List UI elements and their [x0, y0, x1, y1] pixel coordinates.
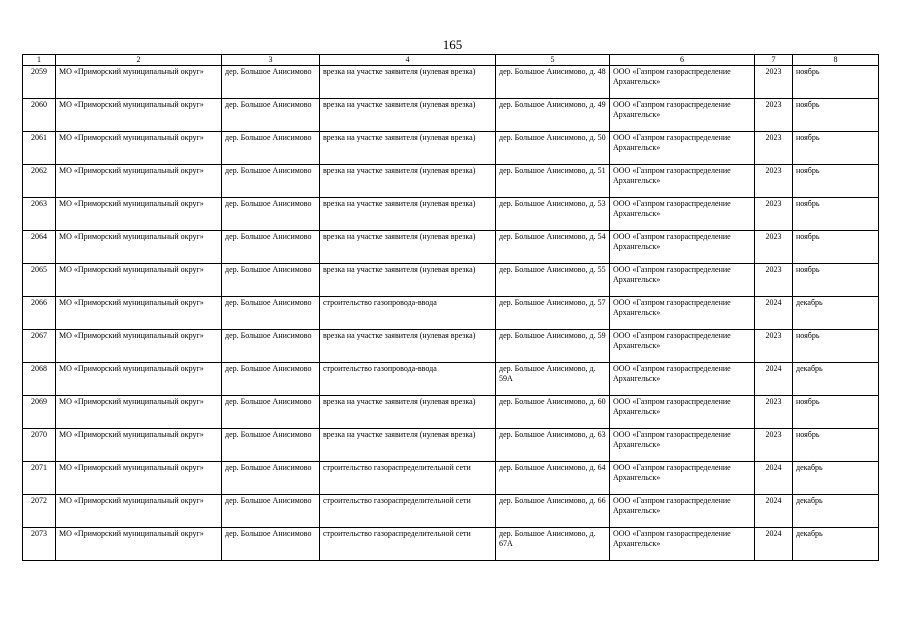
organization-cell: ООО «Газпром газораспределение Архангельск» [610, 198, 755, 231]
work-type-cell: строительство газораспределительной сети [320, 528, 496, 561]
row-number-cell: 2060 [23, 99, 56, 132]
municipality-cell: МО «Приморский муниципальный округ» [56, 198, 222, 231]
month-cell: декабрь [793, 495, 879, 528]
organization-cell: ООО «Газпром газораспределение Архангельск» [610, 396, 755, 429]
year-cell: 2023 [755, 429, 793, 462]
column-header-3: 3 [222, 55, 320, 66]
table-body [23, 66, 879, 561]
address-cell: дер. Большое Анисимово, д. 59А [496, 363, 610, 396]
work-type-cell: строительство газопровода-ввода [320, 363, 496, 396]
municipality-cell: МО «Приморский муниципальный округ» [56, 132, 222, 165]
municipality-cell: МО «Приморский муниципальный округ» [56, 363, 222, 396]
settlement-cell: дер. Большое Анисимово [222, 264, 320, 297]
month-cell: ноябрь [793, 66, 879, 99]
month-cell: декабрь [793, 528, 879, 561]
address-cell: дер. Большое Анисимово, д. 51 [496, 165, 610, 198]
year-cell: 2023 [755, 132, 793, 165]
year-cell: 2023 [755, 99, 793, 132]
table-row [23, 330, 879, 363]
organization-cell: ООО «Газпром газораспределение Архангельск» [610, 462, 755, 495]
organization-cell: ООО «Газпром газораспределение Архангельск» [610, 132, 755, 165]
address-cell: дер. Большое Анисимово, д. 67А [496, 528, 610, 561]
municipality-cell: МО «Приморский муниципальный округ» [56, 396, 222, 429]
row-number-cell: 2066 [23, 297, 56, 330]
work-type-cell: врезка на участке заявителя (нулевая врезка) [320, 198, 496, 231]
table-row [23, 297, 879, 330]
column-header-6: 6 [610, 55, 755, 66]
table-row [23, 396, 879, 429]
municipality-cell: МО «Приморский муниципальный округ» [56, 99, 222, 132]
organization-cell: ООО «Газпром газораспределение Архангельск» [610, 429, 755, 462]
municipality-cell: МО «Приморский муниципальный округ» [56, 462, 222, 495]
month-cell: ноябрь [793, 165, 879, 198]
work-type-cell: врезка на участке заявителя (нулевая врезка) [320, 132, 496, 165]
column-header-4: 4 [320, 55, 496, 66]
organization-cell: ООО «Газпром газораспределение Архангельск» [610, 66, 755, 99]
table-row [23, 528, 879, 561]
row-number-cell: 2062 [23, 165, 56, 198]
municipality-cell: МО «Приморский муниципальный округ» [56, 495, 222, 528]
year-cell: 2024 [755, 528, 793, 561]
work-type-cell: врезка на участке заявителя (нулевая врезка) [320, 231, 496, 264]
organization-cell: ООО «Газпром газораспределение Архангельск» [610, 297, 755, 330]
work-type-cell: врезка на участке заявителя (нулевая врезка) [320, 396, 496, 429]
registry-table [22, 54, 879, 561]
settlement-cell: дер. Большое Анисимово [222, 66, 320, 99]
table-row [23, 198, 879, 231]
settlement-cell: дер. Большое Анисимово [222, 165, 320, 198]
row-number-cell: 2071 [23, 462, 56, 495]
row-number-cell: 2067 [23, 330, 56, 363]
table-row [23, 231, 879, 264]
municipality-cell: МО «Приморский муниципальный округ» [56, 429, 222, 462]
settlement-cell: дер. Большое Анисимово [222, 363, 320, 396]
settlement-cell: дер. Большое Анисимово [222, 132, 320, 165]
row-number-cell: 2073 [23, 528, 56, 561]
month-cell: декабрь [793, 363, 879, 396]
organization-cell: ООО «Газпром газораспределение Архангельск» [610, 495, 755, 528]
organization-cell: ООО «Газпром газораспределение Архангельск» [610, 264, 755, 297]
municipality-cell: МО «Приморский муниципальный округ» [56, 165, 222, 198]
work-type-cell: врезка на участке заявителя (нулевая врезка) [320, 99, 496, 132]
work-type-cell: врезка на участке заявителя (нулевая врезка) [320, 66, 496, 99]
settlement-cell: дер. Большое Анисимово [222, 528, 320, 561]
settlement-cell: дер. Большое Анисимово [222, 231, 320, 264]
table-row [23, 165, 879, 198]
work-type-cell: строительство газораспределительной сети [320, 462, 496, 495]
year-cell: 2023 [755, 198, 793, 231]
organization-cell: ООО «Газпром газораспределение Архангельск» [610, 165, 755, 198]
table-row [23, 132, 879, 165]
month-cell: ноябрь [793, 198, 879, 231]
month-cell: ноябрь [793, 330, 879, 363]
address-cell: дер. Большое Анисимово, д. 66 [496, 495, 610, 528]
row-number-cell: 2072 [23, 495, 56, 528]
year-cell: 2024 [755, 495, 793, 528]
address-cell: дер. Большое Анисимово, д. 49 [496, 99, 610, 132]
year-cell: 2023 [755, 264, 793, 297]
organization-cell: ООО «Газпром газораспределение Архангельск» [610, 528, 755, 561]
organization-cell: ООО «Газпром газораспределение Архангельск» [610, 99, 755, 132]
work-type-cell: строительство газопровода-ввода [320, 297, 496, 330]
year-cell: 2023 [755, 231, 793, 264]
address-cell: дер. Большое Анисимово, д. 63 [496, 429, 610, 462]
column-header-5: 5 [496, 55, 610, 66]
address-cell: дер. Большое Анисимово, д. 60 [496, 396, 610, 429]
work-type-cell: врезка на участке заявителя (нулевая врезка) [320, 264, 496, 297]
address-cell: дер. Большое Анисимово, д. 57 [496, 297, 610, 330]
settlement-cell: дер. Большое Анисимово [222, 495, 320, 528]
municipality-cell: МО «Приморский муниципальный округ» [56, 297, 222, 330]
settlement-cell: дер. Большое Анисимово [222, 297, 320, 330]
page-number: 165 [442, 37, 463, 52]
address-cell: дер. Большое Анисимово, д. 50 [496, 132, 610, 165]
settlement-cell: дер. Большое Анисимово [222, 429, 320, 462]
work-type-cell: строительство газораспределительной сети [320, 495, 496, 528]
work-type-cell: врезка на участке заявителя (нулевая врезка) [320, 165, 496, 198]
year-cell: 2024 [755, 462, 793, 495]
organization-cell: ООО «Газпром газораспределение Архангельск» [610, 330, 755, 363]
row-number-cell: 2061 [23, 132, 56, 165]
month-cell: ноябрь [793, 132, 879, 165]
organization-cell: ООО «Газпром газораспределение Архангельск» [610, 231, 755, 264]
month-cell: декабрь [793, 297, 879, 330]
settlement-cell: дер. Большое Анисимово [222, 396, 320, 429]
year-cell: 2024 [755, 363, 793, 396]
row-number-cell: 2063 [23, 198, 56, 231]
month-cell: ноябрь [793, 99, 879, 132]
row-number-cell: 2068 [23, 363, 56, 396]
table-row [23, 462, 879, 495]
table-row [23, 99, 879, 132]
year-cell: 2023 [755, 165, 793, 198]
row-number-cell: 2069 [23, 396, 56, 429]
settlement-cell: дер. Большое Анисимово [222, 198, 320, 231]
municipality-cell: МО «Приморский муниципальный округ» [56, 528, 222, 561]
address-cell: дер. Большое Анисимово, д. 48 [496, 66, 610, 99]
year-cell: 2023 [755, 396, 793, 429]
settlement-cell: дер. Большое Анисимово [222, 99, 320, 132]
settlement-cell: дер. Большое Анисимово [222, 330, 320, 363]
month-cell: ноябрь [793, 231, 879, 264]
address-cell: дер. Большое Анисимово, д. 64 [496, 462, 610, 495]
table-row [23, 363, 879, 396]
row-number-cell: 2059 [23, 66, 56, 99]
address-cell: дер. Большое Анисимово, д. 53 [496, 198, 610, 231]
month-cell: ноябрь [793, 264, 879, 297]
municipality-cell: МО «Приморский муниципальный округ» [56, 330, 222, 363]
municipality-cell: МО «Приморский муниципальный округ» [56, 66, 222, 99]
month-cell: ноябрь [793, 429, 879, 462]
year-cell: 2023 [755, 330, 793, 363]
column-header-2: 2 [56, 55, 222, 66]
table-row [23, 264, 879, 297]
year-cell: 2024 [755, 297, 793, 330]
table-row [23, 66, 879, 99]
column-header-8: 8 [793, 55, 879, 66]
column-number-row [23, 55, 879, 66]
table-row [23, 429, 879, 462]
row-number-cell: 2070 [23, 429, 56, 462]
year-cell: 2023 [755, 66, 793, 99]
row-number-cell: 2065 [23, 264, 56, 297]
row-number-cell: 2064 [23, 231, 56, 264]
settlement-cell: дер. Большое Анисимово [222, 462, 320, 495]
address-cell: дер. Большое Анисимово, д. 55 [496, 264, 610, 297]
municipality-cell: МО «Приморский муниципальный округ» [56, 264, 222, 297]
work-type-cell: врезка на участке заявителя (нулевая врезка) [320, 429, 496, 462]
work-type-cell: врезка на участке заявителя (нулевая врезка) [320, 330, 496, 363]
address-cell: дер. Большое Анисимово, д. 59 [496, 330, 610, 363]
month-cell: ноябрь [793, 396, 879, 429]
table-row [23, 495, 879, 528]
column-header-1: 1 [23, 55, 56, 66]
column-header-7: 7 [755, 55, 793, 66]
organization-cell: ООО «Газпром газораспределение Архангельск» [610, 363, 755, 396]
address-cell: дер. Большое Анисимово, д. 54 [496, 231, 610, 264]
municipality-cell: МО «Приморский муниципальный округ» [56, 231, 222, 264]
month-cell: декабрь [793, 462, 879, 495]
